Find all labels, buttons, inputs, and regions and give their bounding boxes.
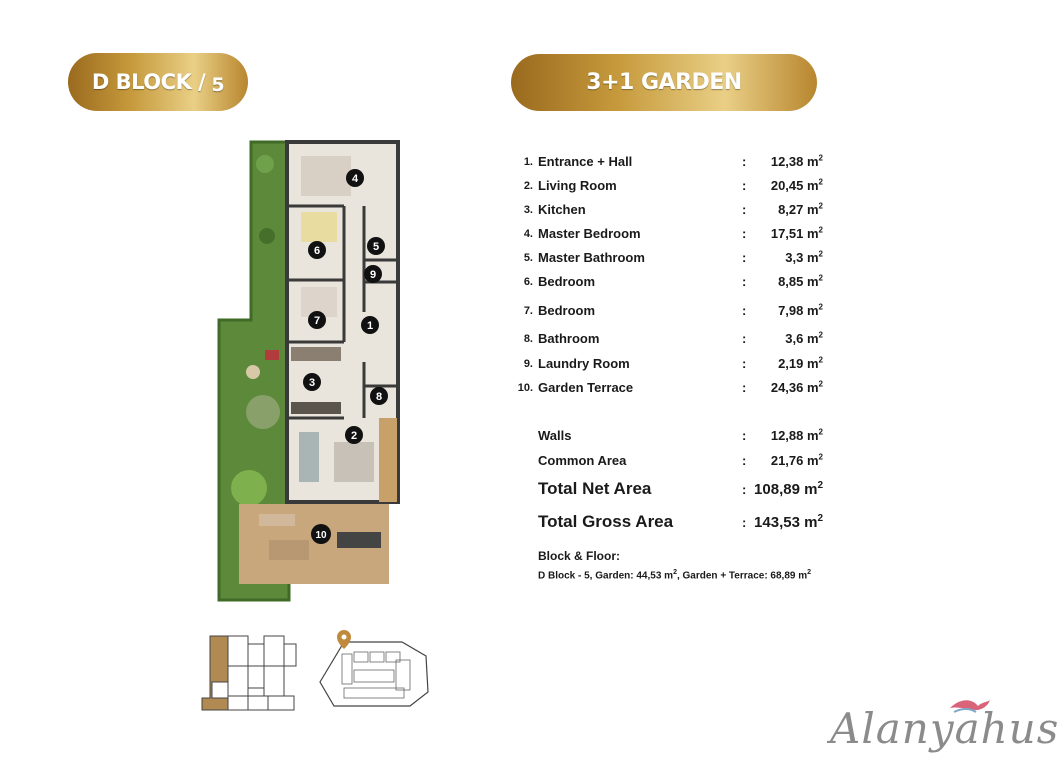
room-area-value: 3,6 m xyxy=(785,331,819,346)
garden-lawnmower xyxy=(265,350,279,360)
separator: : xyxy=(742,380,747,395)
room-number: 4. xyxy=(523,228,533,240)
total-name: Total Net Area xyxy=(538,479,652,498)
living-floor-wood xyxy=(379,418,397,502)
total-area-value: 143,53 m xyxy=(754,514,818,531)
legend-row xyxy=(500,356,840,378)
room-number: 10. xyxy=(517,382,533,394)
legend-row xyxy=(500,202,840,224)
room-area xyxy=(785,250,823,265)
other-blocks-outline xyxy=(228,636,296,710)
room-number: 3. xyxy=(523,204,533,216)
master-bed xyxy=(301,156,351,196)
room-area xyxy=(778,356,823,371)
terrace-dining-table xyxy=(337,532,381,548)
kitchen-counter xyxy=(291,347,341,361)
unit-type-pill xyxy=(511,54,817,111)
separator: : xyxy=(742,482,747,497)
block-pill xyxy=(68,53,248,111)
room-area xyxy=(778,274,823,289)
total-area xyxy=(754,481,823,498)
separator: : xyxy=(742,226,747,241)
separator: : xyxy=(742,178,747,193)
legend-row-walls xyxy=(500,428,840,450)
garden-table xyxy=(246,365,260,379)
room-name: Bedroom xyxy=(538,303,596,318)
unit-superscript: 2 xyxy=(807,569,812,576)
garden-tree xyxy=(246,395,280,429)
room-area xyxy=(771,178,823,193)
legend-row-total-net xyxy=(500,479,840,501)
total-area xyxy=(754,514,823,531)
bed-6 xyxy=(301,212,337,242)
room-name: Master Bedroom xyxy=(538,226,641,241)
terrace-sofa xyxy=(259,514,295,526)
site-key-plan-drawing xyxy=(314,630,434,710)
legend-row xyxy=(500,226,840,248)
dining-table xyxy=(299,432,319,482)
room-number: 7. xyxy=(523,305,533,317)
room-name: Bathroom xyxy=(538,331,600,346)
room-area-value: 8,85 m xyxy=(778,274,819,289)
room-area-value: 24,36 m xyxy=(770,380,819,395)
room-number: 9. xyxy=(523,358,533,370)
room-number: 6. xyxy=(523,276,533,288)
extra-area-value: 12,88 m xyxy=(770,428,819,443)
extra-area-value: 21,76 m xyxy=(770,453,819,468)
separator: : xyxy=(742,303,747,318)
brand-logo xyxy=(830,696,1059,766)
legend-row-total-gross xyxy=(500,512,840,534)
room-area xyxy=(771,154,823,169)
room-area-value: 2,19 m xyxy=(778,356,819,371)
sofa xyxy=(334,442,374,482)
unit-superscript: 2 xyxy=(818,153,823,163)
room-number: 1. xyxy=(523,156,533,168)
room-area xyxy=(778,303,823,318)
marker-label-5: 5 xyxy=(372,241,380,253)
garden-shrub xyxy=(259,228,275,244)
separator: : xyxy=(742,428,747,443)
unit-superscript: 2 xyxy=(818,249,823,259)
room-area xyxy=(785,331,823,346)
floor-plan xyxy=(219,142,398,600)
marker-label-3: 3 xyxy=(308,377,316,389)
room-name: Living Room xyxy=(538,178,617,193)
unit-superscript: 2 xyxy=(673,569,677,576)
marker-label-1: 1 xyxy=(366,320,374,332)
legend-row xyxy=(500,250,840,272)
floor-plan-drawing xyxy=(219,142,398,600)
room-area-value: 20,45 m xyxy=(770,178,819,193)
block-floor-text: D Block - 5, Garden: 44,53 m xyxy=(538,570,674,582)
extra-area xyxy=(771,428,823,443)
block-key-plan-drawing xyxy=(200,632,300,712)
legend-row xyxy=(500,178,840,200)
legend-row xyxy=(500,274,840,296)
unit-superscript: 2 xyxy=(818,177,823,187)
room-number: 2. xyxy=(523,180,533,192)
unit-superscript: 2 xyxy=(818,427,823,437)
room-number: 5. xyxy=(523,252,533,264)
marker-label-2: 2 xyxy=(350,430,358,442)
room-name: Kitchen xyxy=(538,202,586,217)
marker-label-7: 7 xyxy=(313,315,321,327)
room-name: Master Bathroom xyxy=(538,250,645,265)
location-pin-dot xyxy=(342,635,347,640)
room-area xyxy=(771,380,823,395)
room-name: Entrance + Hall xyxy=(538,154,633,169)
unit-superscript: 2 xyxy=(818,379,823,389)
unit-superscript: 2 xyxy=(818,330,823,340)
legend-row xyxy=(500,331,840,353)
garden-palm xyxy=(231,470,267,506)
separator: : xyxy=(742,250,747,265)
garden-shrub xyxy=(256,155,274,173)
marker-label-6: 6 xyxy=(313,245,321,257)
separator: : xyxy=(742,331,747,346)
unit-superscript: 2 xyxy=(818,302,823,312)
unit-superscript: 2 xyxy=(817,513,823,524)
legend-row xyxy=(500,380,840,402)
room-area xyxy=(778,202,823,217)
extra-name: Walls xyxy=(538,428,572,443)
unit-superscript: 2 xyxy=(818,273,823,283)
logo-text: Alanyahus xyxy=(830,704,1059,753)
site-boundary xyxy=(320,642,428,706)
unit-superscript: 2 xyxy=(818,225,823,235)
highlighted-block xyxy=(202,636,228,710)
block-key-plan xyxy=(200,632,300,712)
marker-label-4: 4 xyxy=(351,173,359,185)
room-name: Bedroom xyxy=(538,274,596,289)
separator: : xyxy=(742,515,747,530)
separator: : xyxy=(742,274,747,289)
marker-label-8: 8 xyxy=(375,391,383,403)
room-area-value: 7,98 m xyxy=(778,303,819,318)
unit-type-label: 3+1 GARDEN xyxy=(586,70,742,95)
block-number: 5 xyxy=(211,74,225,96)
kitchen-counter xyxy=(291,402,341,414)
room-area xyxy=(771,226,823,241)
legend-row-common-area xyxy=(500,453,840,475)
block-floor-text: , Garden + Terrace: 68,89 m xyxy=(676,570,808,582)
block-floor-label: Block & Floor: xyxy=(538,549,621,563)
legend-row xyxy=(500,303,840,325)
total-name: Total Gross Area xyxy=(538,512,674,531)
room-area-value: 17,51 m xyxy=(770,226,819,241)
unit-superscript: 2 xyxy=(817,480,823,491)
terrace-lounge xyxy=(269,540,309,560)
total-area-value: 108,89 m xyxy=(754,481,818,498)
site-buildings xyxy=(342,652,410,698)
unit-superscript: 2 xyxy=(818,201,823,211)
room-area-value: 12,38 m xyxy=(770,154,819,169)
block-floor-value xyxy=(538,569,811,581)
block-label: D BLOCK / xyxy=(91,70,206,94)
marker-label-10: 10 xyxy=(315,530,327,541)
extra-name: Common Area xyxy=(538,453,627,468)
room-name: Garden Terrace xyxy=(538,380,634,395)
room-name: Laundry Room xyxy=(538,356,630,371)
extra-area xyxy=(771,453,823,468)
unit-superscript: 2 xyxy=(818,452,823,462)
legend-row xyxy=(500,154,840,176)
separator: : xyxy=(742,154,747,169)
unit-superscript: 2 xyxy=(818,355,823,365)
room-number: 8. xyxy=(523,333,533,345)
site-key-plan xyxy=(314,630,434,710)
separator: : xyxy=(742,202,747,217)
separator: : xyxy=(742,453,747,468)
room-area-value: 3,3 m xyxy=(785,250,819,265)
separator: : xyxy=(742,356,747,371)
room-area-value: 8,27 m xyxy=(778,202,819,217)
marker-label-9: 9 xyxy=(369,269,377,281)
